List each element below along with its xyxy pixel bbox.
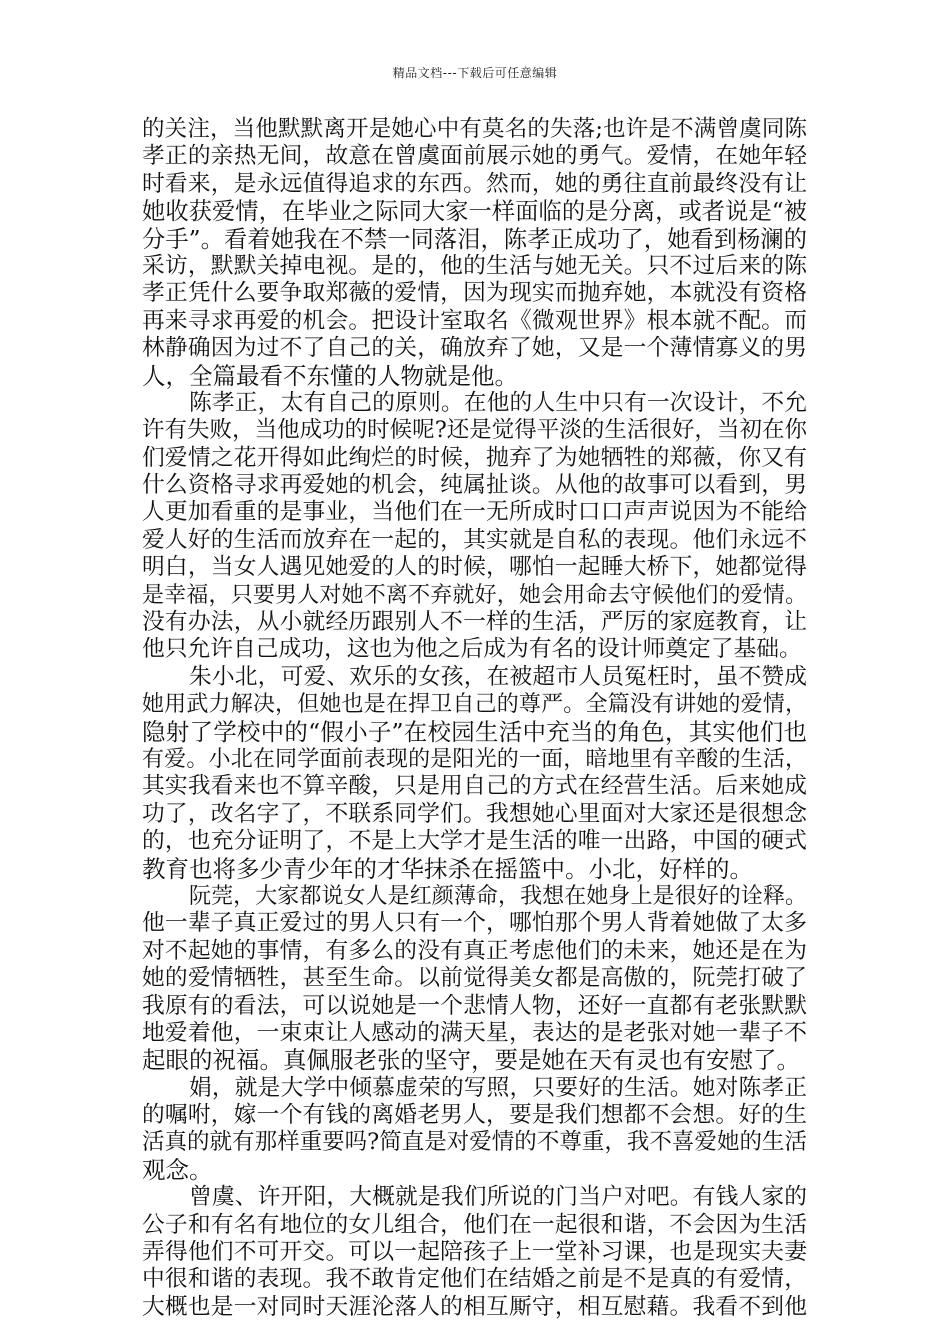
text-line: 曾虞、许开阳，大概就是我们所说的门当户对吧。有钱人家的 <box>189 1184 807 1211</box>
text-line: 爱人好的生活而放弃在一起的，其实就是自私的表现。他们永远不 <box>142 526 807 553</box>
text-line: 我原有的看法，可以说她是一个悲情人物，还好一直都有老张默默 <box>142 992 807 1019</box>
text-line: 起眼的祝福。真佩服老张的坚守，要是她在天有灵也有安慰了。 <box>142 1046 800 1075</box>
text-line: 有爱。小北在同学面前表现的是阳光的一面，暗地里有辛酸的生活， <box>142 746 807 772</box>
text-line: 活真的就有那样重要吗?简直是对爱情的不尊重，我不喜爱她的生活 <box>142 1129 807 1156</box>
text-line: 她的爱情牺牲，甚至生命。以前觉得美女都是高傲的，阮莞打破了 <box>142 965 807 992</box>
text-line: 的，也充分证明了，不是上大学才是生活的唯一出路，中国的硬式 <box>142 828 807 855</box>
document-body <box>142 116 807 1321</box>
text-line: 他只允许自己成功，这也为他之后成为有名的设计师奠定了基础。 <box>142 636 802 663</box>
text-line: 教育也将多少青少年的才华抹杀在摇篮中。小北，好样的。 <box>142 854 753 883</box>
text-line: 没有办法，从小就经历跟别人不一样的生活，严厉的家庭教育，让 <box>142 609 807 636</box>
text-line: 功了，改名字了，不联系同学们。我想她心里面对大家还是很想念 <box>142 800 807 827</box>
text-line: 分手”。看着她我在不禁一同落泪，陈孝正成功了，她看到杨澜的 <box>142 225 807 253</box>
text-line: 她收获爱情，在毕业之际同大家一样面临的是分离，或者说是“被 <box>142 198 807 226</box>
text-line: 朱小北，可爱、欢乐的女孩，在被超市人员冤枉时，虽不赞成 <box>189 663 807 690</box>
text-line: 弄得他们不可开交。可以一起陪孩子上一堂补习课，也是现实夫妻 <box>142 1239 807 1266</box>
text-line: 们爱情之花开得如此绚烂的时候，抛弃了为她牺牲的郑薇，你又有 <box>142 444 807 471</box>
text-line: 许有失败，当他成功的时候呢?还是觉得平淡的生活很好，当初在你 <box>142 417 807 444</box>
page-header: 精品文档---下载后可任意编辑 <box>392 66 558 80</box>
text-line: 公子和有名有地位的女儿组合，他们在一起很和谐，不会因为生活 <box>142 1211 807 1238</box>
text-line: 的嘱咐，嫁一个有钱的离婚老男人，要是我们想都不会想。好的生 <box>142 1102 807 1129</box>
text-line: 隐射了学校中的“假小子”在校园生活中充当的角色，其实他们也 <box>142 717 807 746</box>
text-line: 林静确因为过不了自己的关，确放弃了她，又是一个薄情寡义的男 <box>142 335 807 362</box>
text-line: 观念。 <box>142 1155 213 1184</box>
text-line: 的关注，当他默默离开是她心中有莫名的失落;也许是不满曾虞同陈 <box>142 116 807 142</box>
text-line: 对不起她的事情，有多么的没有真正考虑他们的未来，她还是在为 <box>142 937 807 964</box>
text-line: 中很和谐的表现。我不敢肯定他们在结婚之前是不是真的有爱情， <box>142 1266 807 1293</box>
text-line: 再来寻求再爱的机会。把设计室取名《微观世界》根本就不配。而 <box>142 307 807 334</box>
text-line: 人更加看重的是事业，当他们在一无所成时口口声声说因为不能给 <box>142 499 807 526</box>
text-line: 其实我看来也不算辛酸，只是用自己的方式在经营生活。后来她成 <box>142 773 807 800</box>
text-line: 他一辈子真正爱过的男人只有一个，哪怕那个男人背着她做了太多 <box>142 910 807 937</box>
text-line: 孝正的亲热无间，故意在曾虞面前展示她的勇气。爱情，在她年轻 <box>142 143 807 170</box>
text-line: 是幸福，只要男人对她不离不弃就好，她会用命去守候他们的爱情。 <box>142 582 807 608</box>
text-line: 陈孝正，太有自己的原则。在他的人生中只有一次设计，不允 <box>189 389 807 416</box>
text-line: 什么资格寻求再爱她的机会，纯属扯谈。从他的故事可以看到，男 <box>142 472 807 499</box>
text-line: 采访，默默关掉电视。是的，他的生活与她无关。只不过后来的陈 <box>142 252 807 279</box>
text-line: 人，全篇最看不东懂的人物就是他。 <box>142 361 518 390</box>
text-line: 时看来，是永远值得追求的东西。然而，她的勇往直前最终没有让 <box>142 170 807 197</box>
text-line: 她用武力解决，但她也是在捍卫自己的尊严。全篇没有讲她的爱情， <box>142 692 807 718</box>
text-line: 地爱着他，一束束让人感动的满天星，表达的是老张对她一辈子不 <box>142 1019 807 1046</box>
text-line: 大概也是一对同时天涯沦落人的相互厮守，相互慰藉。我看不到他 <box>142 1293 807 1320</box>
text-line: 孝正凭什么要争取郑薇的爱情，因为现实而抛弃她，本就没有资格 <box>142 280 807 307</box>
text-line: 娟，就是大学中倾慕虚荣的写照，只要好的生活。她对陈孝正 <box>189 1074 807 1101</box>
text-line: 阮莞，大家都说女人是红颜薄命，我想在她身上是很好的诠释。 <box>189 883 807 909</box>
text-line: 明白，当女人遇见她爱的人的时候，哪怕一起睡大桥下，她都觉得 <box>142 554 807 581</box>
